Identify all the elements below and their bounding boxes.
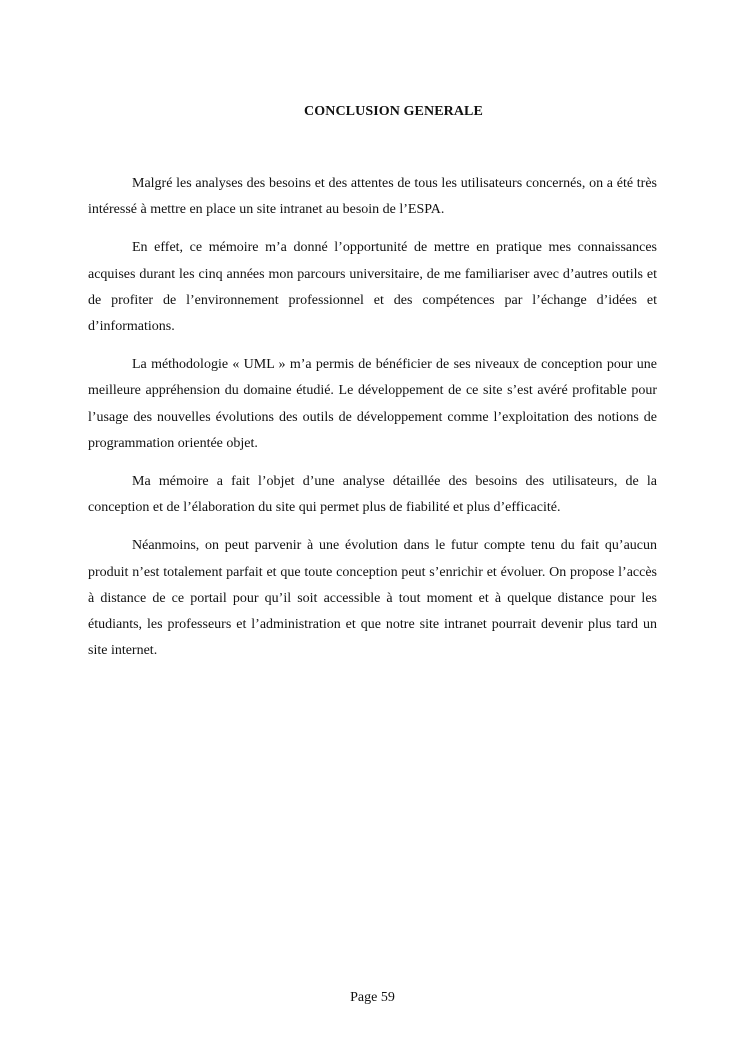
page-number: Page 59 [350, 990, 395, 1005]
paragraph-2: En effet, ce mémoire m’a donné l’opportunité de mettre en pratique mes connaissances acquises durant les cinq années mon parcours universitaire, de me familiariser avec d’autres outils et de profiter de l’environnement professionnel et des compétences par l’échange d’idées et d’informations. [88, 240, 657, 335]
body-text [88, 171, 657, 676]
page-title: CONCLUSION GENERALE [304, 104, 483, 119]
paragraph-3: La méthodologie « UML » m’a permis de bénéficier de ses niveaux de conception pour une meilleure appréhension du domaine étudié. Le développement de ce site s’est avéré profitable pour l’usage des nouvelles évolutions des outils de développement comme l’exploitation des notions de programmation orientée objet. [88, 357, 657, 451]
paragraph-1: Malgré les analyses des besoins et des attentes de tous les utilisateurs concernés, on a été très intéressé à mettre en place un site intranet au besoin de l’ESPA. [88, 176, 657, 218]
paragraph-4: Ma mémoire a fait l’objet d’une analyse détaillée des besoins des utilisateurs, de la conception et de l’élaboration du site qui permet plus de fiabilité et plus d’efficacité. [88, 474, 657, 516]
paragraph-5: Néanmoins, on peut parvenir à une évolution dans le futur compte tenu du fait qu’aucun produit n’est totalement parfait et que toute conception peut s’enrichir et évoluer. On propose l’accès à distance de ce portail pour qu’il soit accessible à tout moment et à quelque distance pour les étudiants, les professeurs et l’administration et que notre site intranet pourrait devenir plus tard un site internet. [88, 538, 657, 659]
